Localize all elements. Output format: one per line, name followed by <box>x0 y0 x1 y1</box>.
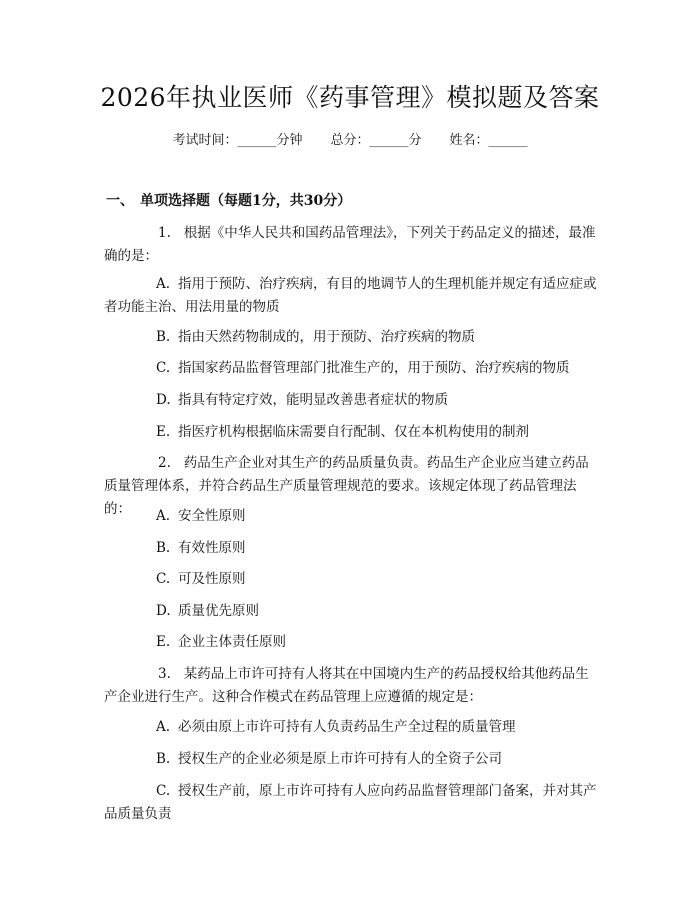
option-letter: D. <box>156 603 171 619</box>
option-letter: D. <box>156 392 171 408</box>
student-name: 姓名：______ <box>449 133 528 148</box>
option-letter: B. <box>156 329 171 345</box>
option <box>104 389 600 412</box>
option <box>104 326 600 349</box>
option-text: 指由天然药物制成的，用于预防、治疗疾病的物质 <box>178 329 475 345</box>
option <box>104 780 600 826</box>
option-text: 可及性原则 <box>178 571 246 587</box>
question-number: 3. <box>158 666 171 682</box>
option-text: 质量优先原则 <box>178 603 259 619</box>
option <box>104 421 600 444</box>
section-number: 一、 <box>106 193 134 209</box>
option-text: 指医疗机构根据临床需要自行配制、仅在本机构使用的制剂 <box>178 424 529 440</box>
option-text: 指用于预防、治疗疾病，有目的地调节人的生理机能并规定有适应症或者功能主治、用法用量的物质 <box>104 276 597 315</box>
option-letter: A. <box>156 719 171 735</box>
option <box>104 273 600 319</box>
option <box>104 357 600 380</box>
option-text: 指具有特定疗效，能明显改善患者症状的物质 <box>178 392 448 408</box>
option-text: 企业主体责任原则 <box>178 634 286 650</box>
option-letter: C. <box>156 360 171 376</box>
option-letter: A. <box>156 276 171 292</box>
document-title: 2026年执业医师《药事管理》模拟题及答案 <box>100 83 600 112</box>
option-letter: A. <box>156 508 171 524</box>
option-letter: C. <box>156 783 171 799</box>
option <box>104 568 600 591</box>
section-title: 单项选择题（每题1分，共30分） <box>140 193 352 209</box>
option-text: 指国家药品监督管理部门批准生产的，用于预防、治疗疾病的物质 <box>178 360 570 376</box>
question-number: 1. <box>158 225 171 241</box>
option-text: 必须由原上市许可持有人负责药品生产全过程的质量管理 <box>178 719 516 735</box>
option-text: 安全性原则 <box>178 508 246 524</box>
option-text: 授权生产前，原上市许可持有人应向药品监督管理部门备案，并对其产品质量负责 <box>104 783 597 822</box>
option-text: 授权生产的企业必须是原上市许可持有人的全资子公司 <box>178 751 502 767</box>
exam-time: 考试时间：______分钟 <box>172 133 303 148</box>
option-letter: C. <box>156 571 171 587</box>
exam-info <box>0 131 700 151</box>
option <box>104 505 600 528</box>
question-text: 药品生产企业对其生产的药品质量负责。药品生产企业应当建立药品质量管理体系，并符合药品生产质量管理规范的要求。该规定体现了药品管理法的： <box>104 455 589 517</box>
question <box>104 222 600 268</box>
total-score: 总分：______分 <box>330 133 422 148</box>
question-text: 某药品上市许可持有人将其在中国境内生产的药品授权给其他药品生产企业进行生产。这种合作模式在药品管理上应遵循的规定是： <box>104 666 589 705</box>
option <box>104 600 600 623</box>
option-text: 有效性原则 <box>178 540 246 556</box>
question-number: 2. <box>158 455 171 471</box>
option <box>104 748 600 771</box>
section-heading <box>106 191 351 211</box>
option-letter: B. <box>156 751 171 767</box>
option <box>104 716 600 739</box>
question-text: 根据《中华人民共和国药品管理法》，下列关于药品定义的描述，最准确的是： <box>104 225 596 264</box>
option-letter: E. <box>156 424 171 440</box>
option <box>104 631 600 654</box>
option <box>104 537 600 560</box>
option-letter: B. <box>156 540 171 556</box>
option-letter: E. <box>156 634 171 650</box>
question <box>104 663 600 709</box>
